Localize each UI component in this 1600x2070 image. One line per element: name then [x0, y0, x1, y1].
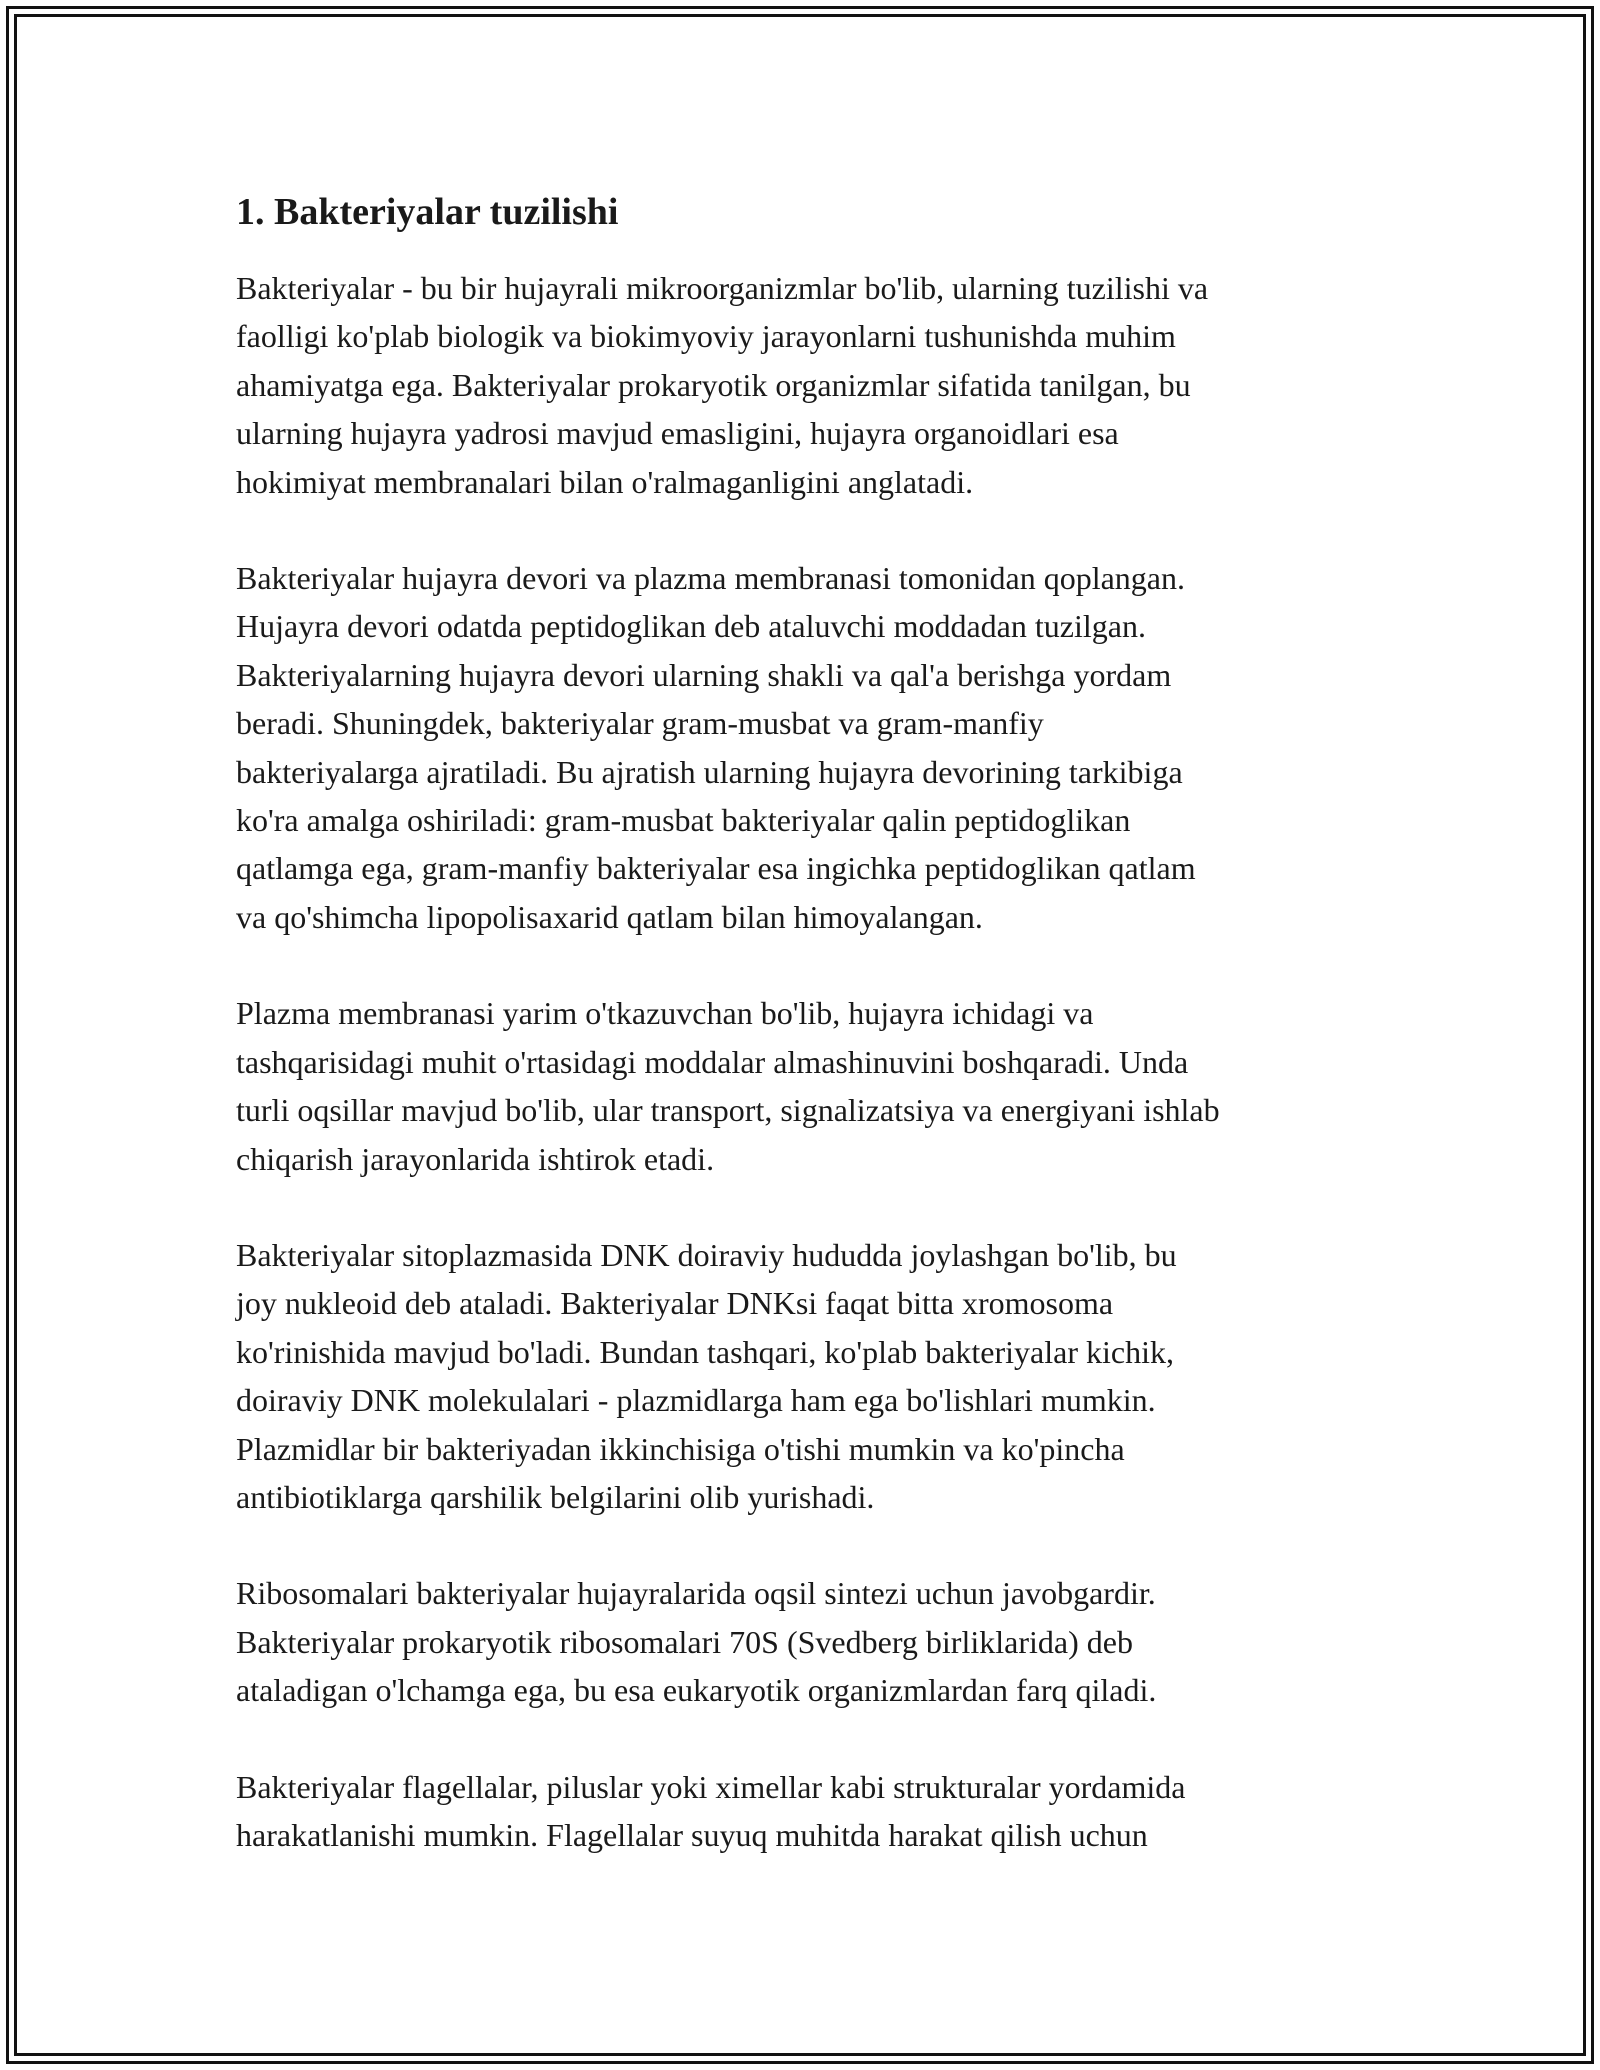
- paragraph-ribosomes: Ribosomalari bakteriyalar hujayralarida oqsil sintezi uchun javobgardir. Bakteriyalar prokaryotik ribosomalari 70S (Svedberg birliklarida) deb ataladigan o'lchamga ega, bu esa eukaryotik organizmlardan farq qiladi.: [236, 1575, 1157, 1709]
- paragraph-intro: Bakteriyalar - bu bir hujayrali mikroorganizmlar bo'lib, ularning tuzilishi va faolligi ko'plab biologik va biokimyoviy jarayonlarni tushunishda muhim ahamiyatga ega. Bakteriyalar prokaryotik organizmlar sifatida tanilgan, bu ularning hujayra yadrosi mavjud emasligini, hujayra organoidlari esa hokimiyat membranalari bilan o'ralmaganligini anglatadi.: [236, 270, 1209, 500]
- section-title: 1. Bakteriyalar tuzilishi: [236, 191, 619, 233]
- paragraph-dna: Bakteriyalar sitoplazmasida DNK doiraviy hududda joylashgan bo'lib, bu joy nukleoid deb ataladi. Bakteriyalar DNKsi faqat bitta xromosoma ko'rinishida mavjud bo'ladi. Bundan tashqari, ko'plab bakteriyalar kichik, doiraviy DNK molekulalari - plazmidlarga ham ega bo'lishlari mumkin. Plazmidlar bir bakteriyadan ikkinchisiga o'tishi mumkin va ko'pincha antibiotiklarga qarshilik belgilarini olib yurishadi.: [236, 1236, 1177, 1515]
- paragraph-plasma-membrane: Plazma membranasi yarim o'tkazuvchan bo'lib, hujayra ichidagi va tashqarisidagi muhit o'rtasidagi moddalar almashinuvini boshqaradi. Unda turli oqsillar mavjud bo'lib, ular transport, signalizatsiya va energiyani ishlab chiqarish jarayonlarida ishtirok etadi.: [236, 995, 1220, 1177]
- paragraph-motility: Bakteriyalar flagellalar, piluslar yoki ximellar kabi strukturalar yordamida harakatlanishi mumkin. Flagellalar suyuq muhitda harakat qilish uchun: [236, 1768, 1186, 1853]
- paragraph-cell-wall: Bakteriyalar hujayra devori va plazma membranasi tomonidan qoplangan. Hujayra devori odatda peptidoglikan deb ataluvchi moddadan tuzilgan. Bakteriyalarning hujayra devori ularning shakli va qal'a berishga yordam beradi. Shuningdek, bakteriyalar gram-musbat va gram-manfiy bakteriyalarga ajratiladi. Bu ajratish ularning hujayra devorining tarkibiga ko'ra amalga oshiriladi: gram-musbat bakteriyalar qalin peptidoglikan qatlamga ega, gram-manfiy bakteriyalar esa ingichka peptidoglikan qatlam va qo'shimcha lipopolisaxarid qatlam bilan himoyalangan.: [236, 560, 1196, 935]
- document-body: [236, 186, 1376, 1907]
